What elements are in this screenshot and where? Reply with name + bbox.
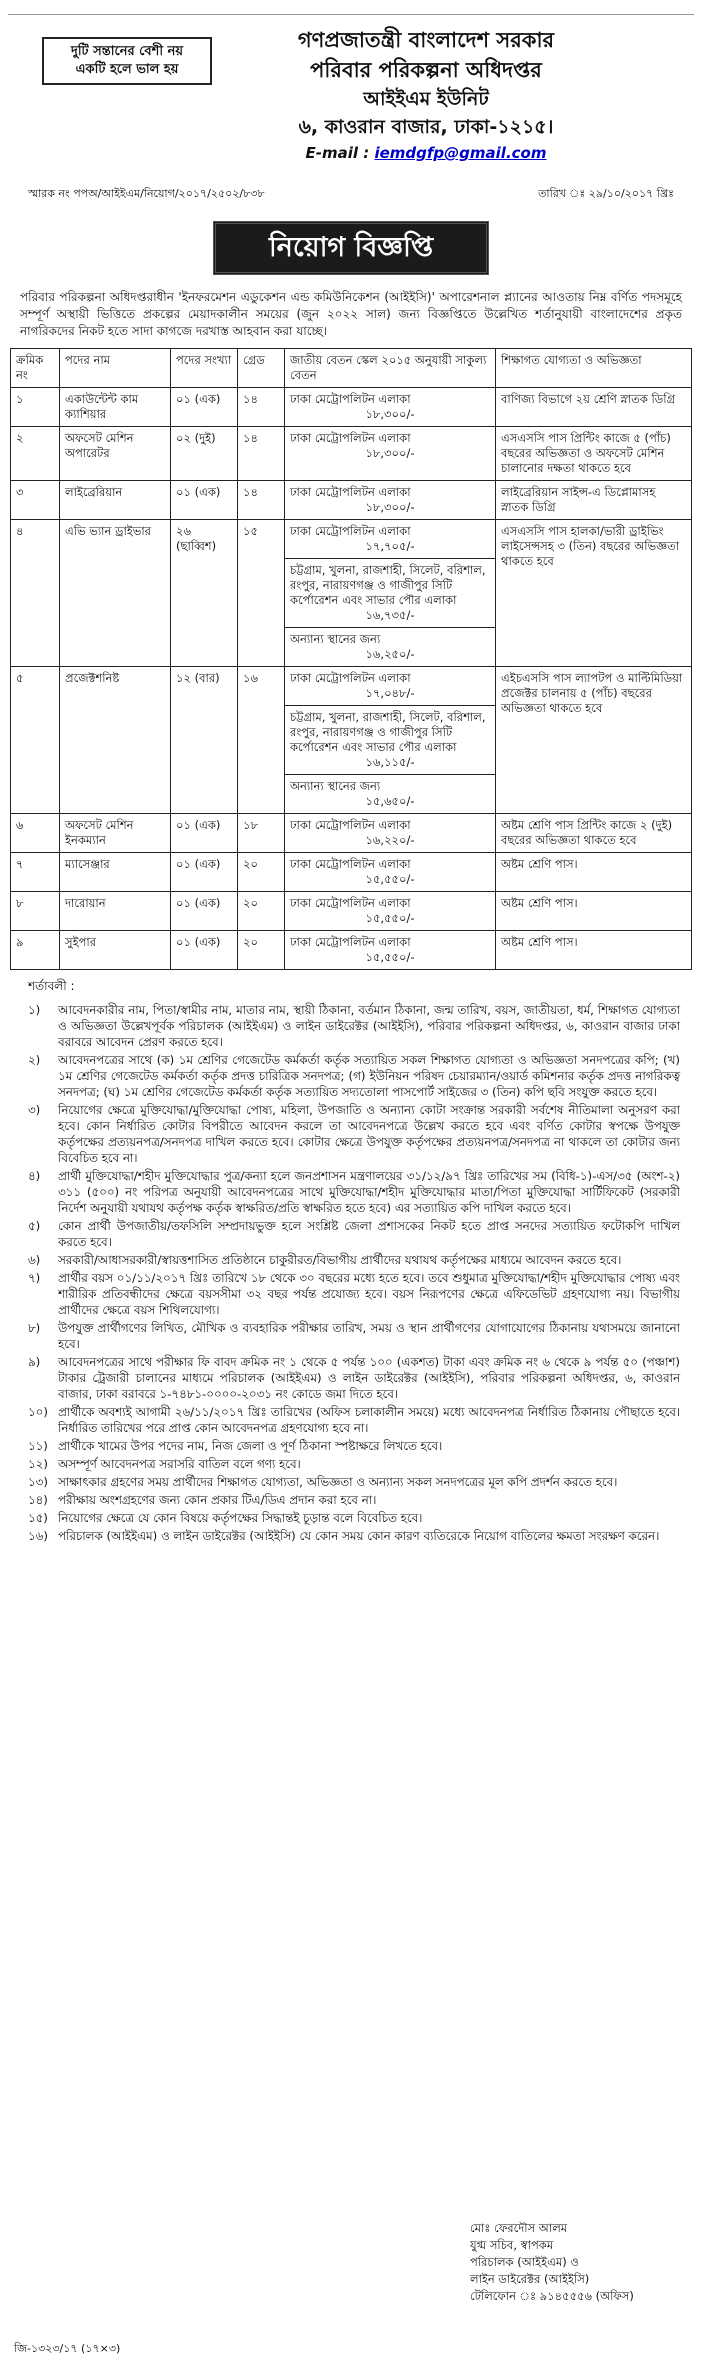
cell-post: এভি ভ্যান ড্রাইভার xyxy=(60,520,171,667)
cell-qualification: অষ্টম শ্রেণি পাস। xyxy=(496,892,692,931)
cell-post: সুইপার xyxy=(60,931,171,970)
cell-serial: ৬ xyxy=(11,814,60,853)
cell-count: ০১ (এক) xyxy=(171,931,238,970)
condition-number: ৮) xyxy=(28,1321,41,1335)
cell-serial: ৪ xyxy=(11,520,60,667)
pay-area: অন্যান্য স্থানের জন্য xyxy=(290,632,381,646)
cell-grade: ২০ xyxy=(238,931,285,970)
cell-count: ০১ (এক) xyxy=(171,814,238,853)
cell-post: দারোয়ান xyxy=(60,892,171,931)
cell-grade: ১৪ xyxy=(238,388,285,427)
cell-serial: ৫ xyxy=(11,667,60,814)
directorate-name: পরিবার পরিকল্পনা অধিদপ্তর xyxy=(310,58,542,82)
cell-count: ০১ (এক) xyxy=(171,892,238,931)
condition-number: ১০) xyxy=(28,1405,48,1419)
cell-grade: ১৪ xyxy=(238,481,285,520)
address: ৬, কাওরান বাজার, ঢাকা-১২১৫। xyxy=(298,116,554,138)
condition-text: নিয়োগের ক্ষেত্রে মুক্তিযোদ্ধা/মুক্তিযোদ্ধা পোষ্য, মহিলা, উপজাতি ও অন্যান্য কোটা সংক্রান্ত সরকারী সর্বশেষ নীতিমালা অনুসরণ করা হবে। কোন নির্ধারিত কোটার বিপরীতে আবেদন করলে তা আবেদনপত্রে উল্লেখ করতে হবে এবং বর্ণিত কোটার স্বপক্ষে উপযুক্ত কর্তৃপক্ষের প্রত্যয়নপত্র/সনদপত্র দাখিল করতে হবে। কোটার ক্ষেত্রে উপযুক্ত কর্তৃপক্ষের প্রত্যয়নপত্র/সনদপত্র না থাকলে তা কোটার জন্য বিবেচিত হবে না। xyxy=(58,1103,680,1165)
condition-text: সরকারী/আধাসরকারী/স্বায়ত্তশাসিত প্রতিষ্ঠানে চাকুরীরত/বিভাগীয় প্রার্থীদের যথাযথ কর্তৃপক্ষের মাধ্যমে আবেদন করতে হবে। xyxy=(58,1253,622,1267)
notice-title: নিয়োগ বিজ্ঞপ্তি xyxy=(213,221,489,275)
pay-entry xyxy=(285,892,495,930)
memo-number: স্মারক নং পপঅ/আইইএম/নিয়োগ/২০১৭/২৫০২/৮৩৮ xyxy=(28,187,265,200)
condition-number: ১) xyxy=(28,1003,41,1017)
pay-entry xyxy=(285,814,495,852)
pay-amount: ১৮,৩০০/- xyxy=(365,500,415,514)
cell-count: ১২ (বার) xyxy=(171,667,238,814)
pay-amount: ১৭,৭০৫/- xyxy=(365,539,415,553)
pay-area: ঢাকা মেট্রোপলিটন এলাকা xyxy=(290,671,411,685)
cell-pay xyxy=(285,892,496,931)
note-line-2: একটি হলে ভাল হয় xyxy=(75,62,179,77)
table-row xyxy=(11,520,692,667)
unit-name: আইইএম ইউনিট xyxy=(363,88,489,110)
condition-item xyxy=(28,1354,680,1402)
condition-number: ১৬) xyxy=(28,1529,48,1543)
condition-text: অসম্পূর্ণ আবেদনপত্র সরাসরি বাতিল বলে গণ্য হবে। xyxy=(58,1457,301,1471)
col-post: পদের নাম xyxy=(60,349,171,388)
cell-pay xyxy=(285,388,496,427)
cell-grade: ১৫ xyxy=(238,520,285,667)
signatory-name: মোঃ ফেরদৌস আলম xyxy=(470,2221,568,2235)
cell-post: প্রজেক্টশনিষ্ট xyxy=(60,667,171,814)
cell-qualification: অষ্টম শ্রেণি পাস প্রিন্টিং কাজে ২ (দুই) বছরের অভিজ্ঞতা থাকতে হবে xyxy=(496,814,692,853)
condition-text: নিয়োগের ক্ষেত্রে যে কোন বিষয়ে কর্তৃপক্ষের সিদ্ধান্তই চূড়ান্ত বলে বিবেচিত হবে। xyxy=(58,1511,423,1525)
pay-area: ঢাকা মেট্রোপলিটন এলাকা xyxy=(290,485,411,499)
cell-post: অফসেট মেশিন অপারেটর xyxy=(60,427,171,481)
col-serial: ক্রমিক নং xyxy=(11,349,60,388)
table-row xyxy=(11,931,692,970)
cell-serial: ৩ xyxy=(11,481,60,520)
signatory-phone: টেলিফোন ঃ ৯১৪৫৫৫৬ (অফিস) xyxy=(470,2289,634,2303)
email-line xyxy=(198,141,654,165)
pay-entry xyxy=(285,667,495,705)
pay-entry xyxy=(285,520,495,558)
cell-pay xyxy=(285,520,496,667)
footer-code: জি-১৩২৩/১৭ (১৭×৩) xyxy=(14,2342,121,2355)
cell-pay xyxy=(285,931,496,970)
cell-qualification: অষ্টম শ্রেণি পাস। xyxy=(496,853,692,892)
condition-number: ১৩) xyxy=(28,1475,48,1489)
pay-area: ঢাকা মেট্রোপলিটন এলাকা xyxy=(290,392,411,406)
condition-item xyxy=(28,1002,680,1050)
cell-grade: ১৮ xyxy=(238,814,285,853)
signature-block xyxy=(470,2220,634,2305)
pay-entry xyxy=(285,558,495,627)
gov-name: গণপ্রজাতন্ত্রী বাংলাদেশ সরকার xyxy=(297,28,555,52)
pay-entry xyxy=(285,627,495,666)
condition-item xyxy=(28,1218,680,1250)
cell-post: অফসেট মেশিন ইনকম্যান xyxy=(60,814,171,853)
family-note-box xyxy=(42,37,212,85)
cell-count: ০২ (দুই) xyxy=(171,427,238,481)
org-block xyxy=(198,25,654,165)
note-line-1: দুটি সন্তানের বেশী নয় xyxy=(71,44,183,59)
condition-text: আবেদনকারীর নাম, পিতা/স্বামীর নাম, মাতার নাম, স্থায়ী ঠিকানা, বর্তমান ঠিকানা, জন্ম তারিখ, বয়স, জাতীয়তা, ধর্ম, শিক্ষাগত যোগ্যতা ও অভিজ্ঞতা উল্লেখপূর্বক পরিচালক (আইইএম) ও লাইন ডাইরেক্টর (আইইসি), পরিবার পরিকল্পনা অধিদপ্তর, ৬, কাওরান বাজার ঢাকা বরাবরে আবেদন প্রেরণ করতে হবে। xyxy=(58,1003,680,1049)
cell-post: ম্যাসেঞ্জার xyxy=(60,853,171,892)
condition-item xyxy=(28,1052,680,1100)
pay-amount: ১৮,৩০০/- xyxy=(365,446,415,460)
pay-amount: ১৬,১১৫/- xyxy=(365,755,415,769)
col-qualification: শিক্ষাগত যোগ্যতা ও অভিজ্ঞতা xyxy=(496,349,692,388)
pay-area: ঢাকা মেট্রোপলিটন এলাকা xyxy=(290,935,411,949)
table-header-row xyxy=(11,349,692,388)
letterhead xyxy=(8,15,694,215)
condition-text: প্রার্থীকে খামের উপর পদের নাম, নিজ জেলা ও পূর্ণ ঠিকানা স্পষ্টাক্ষরে লিখতে হবে। xyxy=(58,1439,443,1453)
cell-count: ০১ (এক) xyxy=(171,388,238,427)
table-row xyxy=(11,388,692,427)
cell-qualification: এসএসসি পাস হালকা/ভারী ড্রাইভিং লাইসেন্সসহ ৩ (তিন) বছরের অভিজ্ঞতা থাকতে হবে xyxy=(496,520,692,667)
cell-qualification: এসএসসি পাস প্রিন্টিং কাজে ৫ (পাঁচ) বছরের অভিজ্ঞতা ও অফসেট মেশিন চালানোর দক্ষতা থাকতে হবে xyxy=(496,427,692,481)
condition-item xyxy=(28,1438,680,1454)
cell-count: ০১ (এক) xyxy=(171,853,238,892)
condition-item xyxy=(28,1456,680,1472)
pay-amount: ১৬,২২০/- xyxy=(365,833,415,847)
table-row xyxy=(11,481,692,520)
cell-grade: ১৬ xyxy=(238,667,285,814)
condition-item xyxy=(28,1252,680,1268)
table-row xyxy=(11,814,692,853)
condition-number: ৯) xyxy=(28,1355,41,1369)
condition-item xyxy=(28,1404,680,1436)
condition-item xyxy=(28,1528,680,1544)
table-body xyxy=(11,388,692,970)
pay-entry xyxy=(285,481,495,519)
cell-qualification: এইচএসসি পাস ল্যাপটপ ও মাল্টিমিডিয়া প্রজেক্টর চালনায় ৫ (পাঁচ) বছরের অভিজ্ঞতা থাকতে হবে xyxy=(496,667,692,814)
col-grade: গ্রেড xyxy=(238,349,285,388)
email-label: E-mail : xyxy=(305,144,370,162)
condition-number: ৩) xyxy=(28,1103,41,1117)
notice-date: তারিখ ঃ ২৯/১০/২০১৭ খ্রিঃ xyxy=(538,187,674,200)
conditions-list xyxy=(8,1002,694,1544)
signatory-designation-3: লাইন ডাইরেক্টর (আইইসি) xyxy=(470,2272,590,2286)
pay-area: চট্টগ্রাম, খুলনা, রাজশাহী, সিলেট, বরিশাল, রংপুর, নারায়ণগঞ্জ ও গাজীপুর সিটি কর্পোরেশন এবং সাভার পৌর এলাকা xyxy=(290,563,486,607)
condition-item xyxy=(28,1168,680,1216)
table-row xyxy=(11,853,692,892)
pay-amount: ১৮,৩০০/- xyxy=(365,407,415,421)
col-count: পদের সংখ্যা xyxy=(171,349,238,388)
condition-text: প্রার্থীর বয়স ০১/১১/২০১৭ খ্রিঃ তারিখে ১৮ থেকে ৩০ বছরের মধ্যে হতে হবে। তবে শুধুমাত্র মুক্তিযোদ্ধা/শহীদ মুক্তিযোদ্ধার পোষ্য এবং শারীরিক প্রতিবন্ধীদের ক্ষেত্রে বয়সসীমা ৩২ বছর পর্যন্ত প্রযোজ্য হবে। বয়স নিরূপণের ক্ষেত্রে এফিডেভিট গ্রহণযোগ্য নয়। বিভাগীয় প্রার্থীদের ক্ষেত্রে বয়স শিথিলযোগ্য। xyxy=(58,1271,680,1317)
pay-amount: ১৫,৫৫০/- xyxy=(365,950,415,964)
cell-qualification: লাইব্রেরিয়ান সাইন্স-এ ডিপ্লোমাসহ স্নাতক ডিগ্রি xyxy=(496,481,692,520)
pay-entry xyxy=(285,388,495,426)
cell-post: লাইব্রেরিয়ান xyxy=(60,481,171,520)
condition-text: সাক্ষাৎকার গ্রহণের সময় প্রার্থীদের শিক্ষাগত যোগ্যতা, অভিজ্ঞতা ও অন্যান্য সকল সনদপত্রের মূল কপি প্রদর্শন করতে হবে। xyxy=(58,1475,618,1489)
condition-number: ৫) xyxy=(28,1219,41,1233)
table-row xyxy=(11,427,692,481)
condition-item xyxy=(28,1270,680,1318)
cell-count: ২৬ (ছাব্বিশ) xyxy=(171,520,238,667)
cell-serial: ৭ xyxy=(11,853,60,892)
pay-area: অন্যান্য স্থানের জন্য xyxy=(290,779,381,793)
pay-amount: ১৫,৫৫০/- xyxy=(365,911,415,925)
cell-pay xyxy=(285,481,496,520)
pay-entry xyxy=(285,931,495,969)
cell-pay xyxy=(285,667,496,814)
condition-number: ১৫) xyxy=(28,1511,48,1525)
cell-pay xyxy=(285,427,496,481)
cell-grade: ২০ xyxy=(238,892,285,931)
condition-number: ১৪) xyxy=(28,1493,48,1507)
condition-item xyxy=(28,1320,680,1352)
condition-number: ৪) xyxy=(28,1169,41,1183)
cell-pay xyxy=(285,853,496,892)
footer xyxy=(14,2340,688,2359)
table-row xyxy=(11,667,692,814)
pay-entry xyxy=(285,427,495,465)
cell-pay xyxy=(285,814,496,853)
posts-table xyxy=(10,348,692,970)
condition-item xyxy=(28,1510,680,1526)
condition-number: ১২) xyxy=(28,1457,48,1471)
condition-text: প্রার্থী মুক্তিযোদ্ধা/শহীদ মুক্তিযোদ্ধার পুত্র/কন্যা হলে জনপ্রশাসন মন্ত্রণালয়ের ৩১/১২/৯৭ খ্রিঃ তারিখের সম (বিধি-১)-এস/৩৫ (অংশ-২) ৩১১ (৫০০) নং পরিপত্র অনুযায়ী আবেদনপত্রের সাথে মুক্তিযোদ্ধা/শহীদ মুক্তিযোদ্ধার মাতা/পিতা মুক্তিযোদ্ধা সার্টিফিকেট (সরকারী নির্দেশ অনুযায়ী যথাযথ কর্তৃপক্ষ কর্তৃক স্বাক্ষরিত/প্রতি স্বাক্ষরিত হতে হবে) এর সত্যায়িত কপি দাখিল করতে হবে। xyxy=(58,1169,680,1215)
pay-area: ঢাকা মেট্রোপলিটন এলাকা xyxy=(290,857,411,871)
email-link[interactable]: iemdgfp@gmail.com xyxy=(374,144,547,162)
pay-area: ঢাকা মেট্রোপলিটন এলাকা xyxy=(290,896,411,910)
condition-text: প্রার্থীকে অবশ্যই আগামী ২৬/১১/২০১৭ খ্রিঃ তারিখের (অফিস চলাকালীন সময়ে) মধ্যে আবেদনপত্র নির্ধারিত ঠিকানায় পৌছাতে হবে। নির্ধারিত তারিখের পরে প্রাপ্ত কোন আবেদনপত্র গ্রহণযোগ্য হবে না। xyxy=(58,1405,680,1435)
cell-serial: ৯ xyxy=(11,931,60,970)
cell-serial: ১ xyxy=(11,388,60,427)
pay-entry xyxy=(285,705,495,774)
pay-area: ঢাকা মেট্রোপলিটন এলাকা xyxy=(290,524,411,538)
pay-amount: ১৭,০৪৮/- xyxy=(365,686,415,700)
cell-serial: ৮ xyxy=(11,892,60,931)
condition-text: আবেদনপত্রের সাথে (ক) ১ম শ্রেণির গেজেটেড কর্মকর্তা কর্তৃক সত্যায়িত সকল শিক্ষাগত যোগ্যতা ও অভিজ্ঞতা সনদপত্রের কপি; (খ) ১ম শ্রেণির গেজেটেড কর্মকর্তা কর্তৃক প্রদত্ত চারিত্রিক সনদপত্র; (গ) ইউনিয়ন পরিষদ চেয়ারম্যান/ওয়ার্ড কমিশনার কর্তৃক প্রদত্ত নাগরিকত্ব সনদপত্র; (ঘ) ১ম শ্রেণির গেজেটেড কর্মকর্তা কর্তৃক সত্যায়িত সদ্যতোলা পাসপোর্ট সাইজের ৩ (তিন) কপি ছবি সংযুক্ত করতে হবে। xyxy=(58,1053,680,1099)
signatory-designation-1: যুগ্ম সচিব, স্বাপকম xyxy=(470,2238,554,2252)
condition-item xyxy=(28,1102,680,1166)
condition-number: ২) xyxy=(28,1053,41,1067)
top-cropped-strip xyxy=(8,0,694,15)
condition-text: পরীক্ষায় অংশগ্রহণের জন্য কোন প্রকার টিএ/ডিএ প্রদান করা হবে না। xyxy=(58,1493,377,1507)
condition-item xyxy=(28,1474,680,1490)
condition-text: আবেদনপত্রের সাথে পরীক্ষার ফি বাবদ ক্রমিক নং ১ থেকে ৫ পর্যন্ত ১০০ (একশত) টাকা এবং ক্রমিক নং ৬ থেকে ৯ পর্যন্ত ৫০ (পঞ্চাশ) টাকার ট্রেজারী চালানের মাধ্যমে পরিচালক (আইইএম) ও লাইন ডাইরেক্টর (আইইসি), পরিবার পরিকল্পনা অধিদপ্তর, ৬, কাওরান বাজার, ঢাকা বরাবরে ১-৭৪৮১-০০০০-২০৩১ নং কোডে জমা দিতে হবে। xyxy=(58,1355,680,1401)
pay-area: ঢাকা মেট্রোপলিটন এলাকা xyxy=(290,818,411,832)
reference-line xyxy=(28,185,674,204)
cell-post: একাউন্টেন্ট কাম ক্যাশিয়ার xyxy=(60,388,171,427)
cell-count: ০১ (এক) xyxy=(171,481,238,520)
col-pay: জাতীয় বেতন স্কেল ২০১৫ অনুযায়ী সাকুল্য বেতন xyxy=(285,349,496,388)
pay-amount: ১৬,৭৩৫/- xyxy=(365,608,415,622)
pay-amount: ১৫,৫৫০/- xyxy=(365,872,415,886)
cell-grade: ২০ xyxy=(238,853,285,892)
cell-qualification: বাণিজ্য বিভাগে ২য় শ্রেণি স্নাতক ডিগ্রি xyxy=(496,388,692,427)
pay-area: চট্টগ্রাম, খুলনা, রাজশাহী, সিলেট, বরিশাল, রংপুর, নারায়ণগঞ্জ ও গাজীপুর সিটি কর্পোরেশন এবং সাভার পৌর এলাকা xyxy=(290,710,486,754)
pay-amount: ১৬,২৫০/- xyxy=(365,647,415,661)
cell-grade: ১৪ xyxy=(238,427,285,481)
cell-qualification: অষ্টম শ্রেণি পাস। xyxy=(496,931,692,970)
cell-serial: ২ xyxy=(11,427,60,481)
conditions-title: শর্তাবলী : xyxy=(28,979,75,993)
table-row xyxy=(11,892,692,931)
condition-text: পরিচালক (আইইএম) ও লাইন ডাইরেক্টর (আইইসি) যে কোন সময় কোন কারণ ব্যতিরেকে নিয়োগ বাতিলের ক্ষমতা সংরক্ষণ করেন। xyxy=(58,1529,660,1543)
condition-number: ১১) xyxy=(28,1439,48,1453)
pay-entry xyxy=(285,853,495,891)
pay-amount: ১৫,৬৫০/- xyxy=(365,794,415,808)
condition-item xyxy=(28,1492,680,1508)
intro-paragraph: পরিবার পরিকল্পনা অধিদপ্তরাধীন 'ইনফরমেশন এডুকেশন এন্ড কমিউনিকেশন (আইইসি)' অপারেশনাল প্ল্যানের আওতায় নিম্ন বর্ণিত পদসমূহে সম্পূর্ণ অস্থায়ী ভিত্তিতে প্রকল্পের মেয়াদকালীন সময়ের (জুন ২০২২ সাল) জন্য বিজ্ঞপ্তিতে উল্লেখিত শর্তানুযায়ী বাংলাদেশের প্রকৃত নাগরিকদের নিকট হতে সাদা কাগজে দরখাস্ত আহবান করা যাচ্ছে। xyxy=(20,290,682,338)
pay-area: ঢাকা মেট্রোপলিটন এলাকা xyxy=(290,431,411,445)
pay-entry xyxy=(285,774,495,813)
signatory-designation-2: পরিচালক (আইইএম) ও xyxy=(470,2255,579,2269)
condition-number: ৬) xyxy=(28,1253,41,1267)
condition-number: ৭) xyxy=(28,1271,41,1285)
condition-text: উপযুক্ত প্রার্থীগণের লিখিত, মৌখিক ও ব্যবহারিক পরীক্ষার তারিখ, সময় ও স্থান প্রার্থীগণের যোগাযোগের ঠিকানায় যথাসময়ে জানানো হবে। xyxy=(58,1321,680,1351)
condition-text: কোন প্রার্থী উপজাতীয়/তফসিলি সম্প্রদায়ভুক্ত হলে সংশ্লিষ্ট জেলা প্রশাসকের নিকট হতে প্রাপ্ত সনদের সত্যায়িত ফটোকপি দাখিল করতে হবে। xyxy=(58,1219,680,1249)
